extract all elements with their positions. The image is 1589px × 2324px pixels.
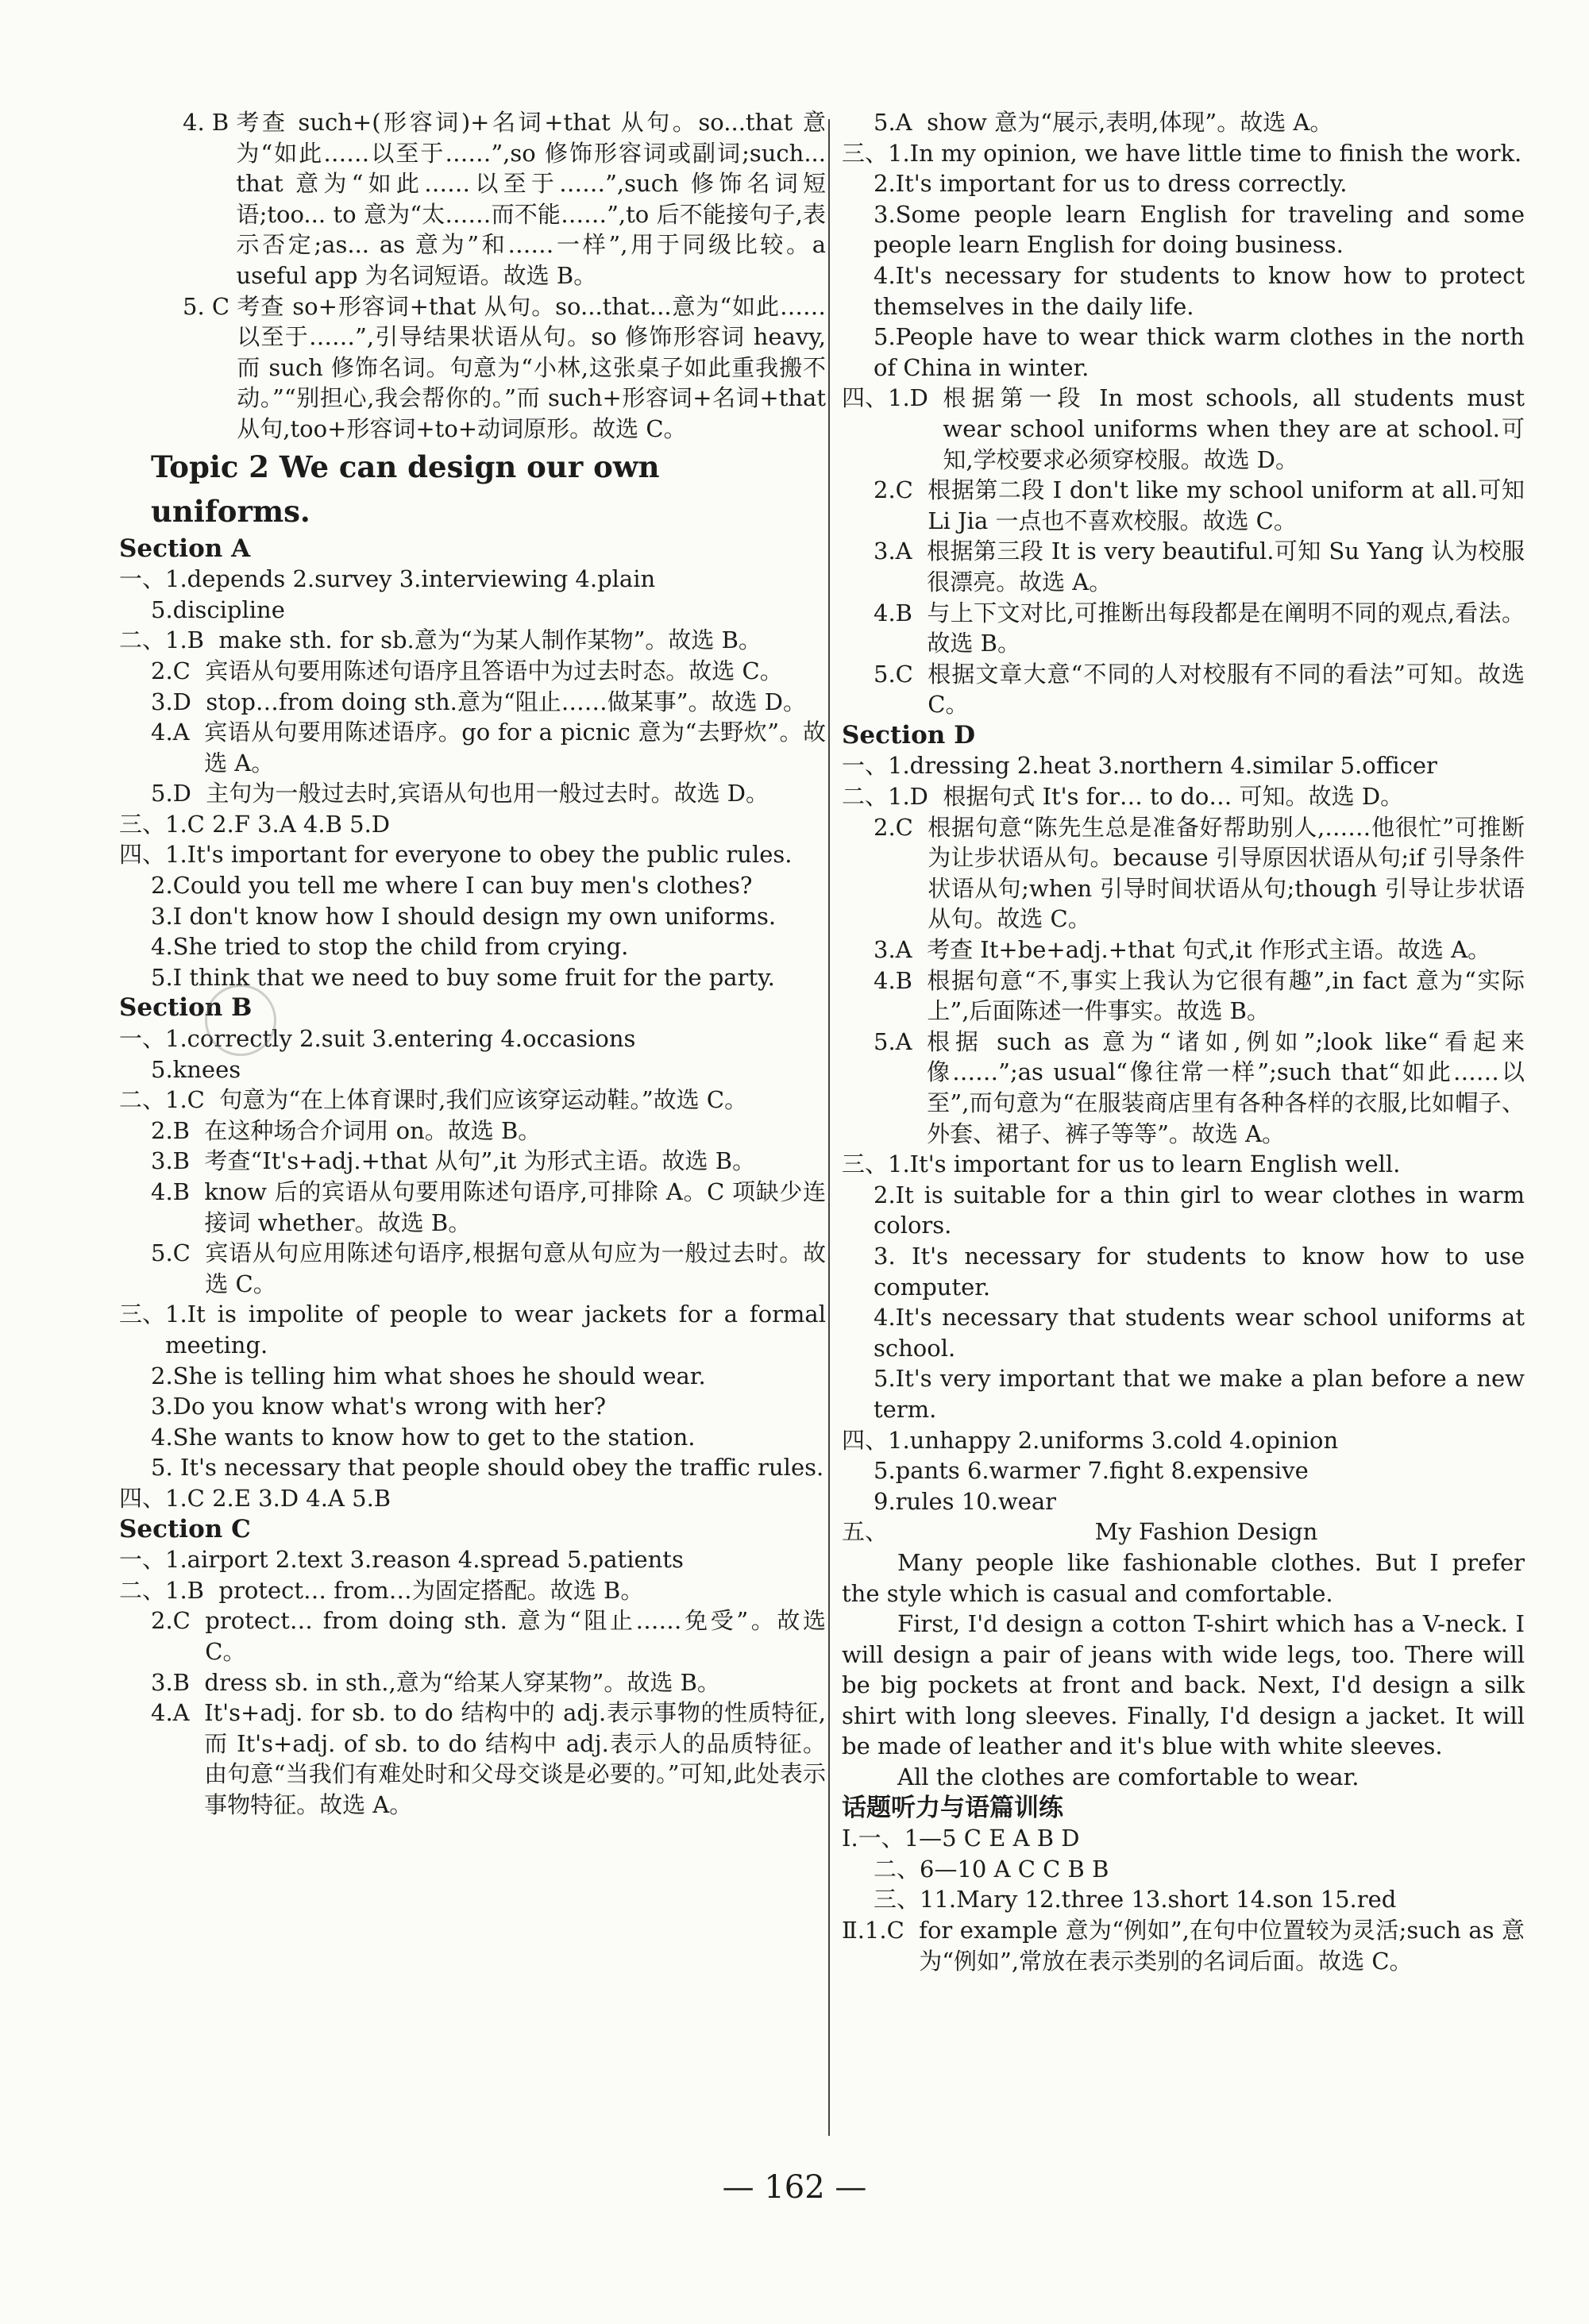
item-text: 2.It's important for us to dress correctly.	[874, 170, 1348, 198]
item-text: 宾语从句应用陈述句语序,根据句意从句应为一般过去时。故选 C。	[205, 1239, 826, 1297]
answer-item	[119, 291, 826, 445]
item-number: 2.C	[874, 476, 928, 504]
item-text: 1.In my opinion, we have little time to finish the work.	[888, 139, 1522, 167]
section-heading: Section D	[842, 720, 975, 750]
answer-item	[119, 901, 826, 932]
item-text: 9.rules 10.wear	[874, 1487, 1057, 1515]
item-text: 考查 It+be+adj.+that 句式,it 作形式主语。故选 A。	[927, 936, 1491, 964]
answer-item	[119, 1361, 826, 1392]
item-text: 2.It is suitable for a thin girl to wear clothes in warm colors.	[874, 1181, 1525, 1239]
item-text: 根据句式 It's for… to do… 可知。故选 D。	[943, 783, 1404, 811]
answer-item	[119, 870, 826, 901]
item-number: 3.B	[151, 1147, 205, 1175]
answer-item	[842, 1363, 1525, 1424]
item-text: dress sb. in sth.,意为“给某人穿某物”。故选 B。	[204, 1668, 720, 1696]
page-number: — 162 —	[722, 2169, 867, 2206]
item-text: 考查 such+(形容词)+名词+that 从句。so...that 意为“如此……以至于……”,so 修饰形容词或副词;such... that 意为“如此……以至于……”,such 修饰名词短语;too... to 意为“太……而不能……”,to 后不能接句子,表示否定;as... as 意为”和……一样”,用于同级比较。a useful app 为名词短语。故选 B。	[236, 109, 826, 289]
item-number: 5. C	[183, 292, 237, 320]
answer-item	[842, 1486, 1525, 1517]
item-number: 4.A	[151, 719, 205, 746]
answer-item	[119, 1422, 826, 1453]
answer-item	[842, 1915, 1525, 1976]
item-number: 三、	[119, 810, 166, 838]
item-text: stop…from doing sth.意为“阻止……做某事”。故选 D。	[206, 688, 807, 715]
answer-item	[119, 1299, 826, 1360]
item-text: 5.People have to wear thick warm clothes in the north of China in winter.	[874, 323, 1525, 381]
subheading: 话题听力与语篇训练	[842, 1793, 1063, 1822]
item-text: 2.Could you tell me where I can buy men's clothes?	[151, 872, 753, 900]
answer-item	[842, 812, 1525, 935]
item-text: 1.It's important for us to learn English well.	[888, 1150, 1401, 1178]
section-heading: Section B	[119, 993, 253, 1023]
item-text: protect… from…为固定搭配。故选 B。	[218, 1576, 644, 1604]
answer-item	[119, 595, 826, 626]
answer-item	[119, 1116, 826, 1147]
item-text: for example 意为“例如”,在句中位置较为灵活;such as 意为“例如”,常放在表示类别的名词后面。故选 C。	[919, 1917, 1525, 1975]
answer-item	[842, 598, 1525, 659]
item-text: 5.I think that we need to buy some fruit for the party.	[151, 963, 775, 991]
item-text: 宾语从句要用陈述句语序且答语中为过去时态。故选 C。	[205, 657, 783, 684]
item-text: 5.discipline	[151, 595, 285, 623]
stamp-mark	[205, 985, 276, 1056]
item-text: 宾语从句要用陈述语序。go for a picnic 意为“去野炊”。故选 A。	[204, 719, 826, 777]
answer-item	[842, 322, 1525, 383]
item-number: 3.A	[874, 936, 928, 964]
item-text: 在这种场合介词用 on。故选 B。	[204, 1116, 542, 1144]
answer-item	[119, 1452, 826, 1483]
item-text: know 后的宾语从句要用陈述句语序,可排除 A。C 项缺少连接词 whether。故选 B。	[204, 1178, 826, 1236]
item-text: 根据句意“陈先生总是准备好帮助别人,……他很忙”可推断为让步状语从句。because 引导原因状语从句;if 引导条件状语从句;when 引导时间状语从句;though 引导让步状语从句。故选 C。	[928, 813, 1525, 933]
answer-item	[119, 1483, 826, 1514]
answer-item	[119, 1054, 826, 1085]
item-text: 1—5 C E A B D	[904, 1825, 1080, 1852]
item-number: 五、	[842, 1518, 889, 1546]
answer-item	[119, 1391, 826, 1422]
item-text: 1.dressing 2.heat 3.northern 4.similar 5.officer	[888, 752, 1437, 780]
item-text: 根据第三段 It is very beautiful.可知 Su Yang 认为校服很漂亮。故选 A。	[927, 538, 1525, 595]
item-text: 1.airport 2.text 3.reason 4.spread 5.patients	[165, 1546, 684, 1574]
item-text: 4.She wants to know how to get to the station.	[151, 1423, 696, 1451]
answer-item	[842, 1149, 1525, 1180]
answer-item	[119, 1085, 826, 1116]
answer-item	[842, 750, 1525, 781]
item-number: 4.B	[874, 966, 928, 994]
answer-item	[842, 935, 1525, 965]
item-text: 1.C 2.F 3.A 4.B 5.D	[165, 810, 391, 838]
answer-item	[842, 1241, 1525, 1302]
item-text: 根据第一段 In most schools, all students must wear school uniforms when they are at school.可知,学校要求必须穿校服。故选 D。	[943, 384, 1525, 473]
right-column	[842, 107, 1525, 1976]
section-heading: Section A	[119, 534, 251, 563]
answer-item	[842, 1884, 1525, 1915]
answer-item	[842, 1425, 1525, 1456]
answer-item	[119, 1667, 826, 1698]
left-column	[119, 107, 826, 1820]
item-text: 3.I don't know how I should design my own uniforms.	[151, 902, 777, 930]
item-text: 1.correctly 2.suit 3.entering 4.occasions	[165, 1025, 636, 1053]
column-divider	[828, 119, 830, 2136]
item-text: make sth. for sb.意为“为某人制作某物”。故选 B。	[218, 626, 762, 654]
item-number: 二、1.B	[119, 626, 219, 654]
item-number: 2.C	[874, 813, 928, 841]
item-number: 三、	[842, 1150, 889, 1178]
item-number: 二、1.D	[842, 783, 943, 811]
answer-item	[842, 199, 1525, 260]
answer-item	[119, 107, 826, 291]
item-text: 3.Do you know what's wrong with her?	[151, 1393, 607, 1420]
item-text: 4.She tried to stop the child from crying.	[151, 933, 629, 961]
item-text: 三、11.Mary 12.three 13.short 14.son 15.red	[874, 1886, 1397, 1914]
item-number: 四、	[842, 1426, 889, 1454]
item-number: 二、1.B	[119, 1576, 219, 1604]
answer-item	[842, 781, 1525, 812]
answer-item	[842, 475, 1525, 536]
item-text: 5.knees	[151, 1055, 241, 1083]
item-number: 5.A	[874, 109, 928, 136]
item-text: 4.It's necessary that students wear school uniforms at school.	[874, 1304, 1525, 1362]
item-text: 主句为一般过去时,宾语从句也用一般过去时。故选 D。	[206, 780, 769, 807]
item-number: 二、1.C	[119, 1086, 220, 1114]
essay-paragraph: Many people like fashionable clothes. But I prefer the style which is casual and comfortable.	[842, 1548, 1525, 1607]
item-number: 5.C	[151, 1239, 206, 1267]
essay-title-row	[842, 1517, 1525, 1547]
item-text: 根据 such as 意为“诸如,例如”;look like“看起来像……”;as usual“像往常一样”;such that“如此……以至”,而句意为“在服装商店里有各种各样的衣服,比如帽子、外套、裙子、裤子等等”。故选 A。	[927, 1027, 1525, 1147]
item-number: 四、	[119, 841, 166, 869]
answer-item	[842, 1180, 1525, 1241]
item-text: 3.Some people learn English for traveling and some people learn English for doing business.	[874, 200, 1525, 259]
answer-item	[842, 965, 1525, 1027]
answer-item	[842, 536, 1525, 597]
item-number: 3.B	[151, 1668, 205, 1696]
answer-item	[119, 1605, 826, 1667]
item-text: 根据句意“不,事实上我认为它很有趣”,in fact 意为“实际上”,后面陈述一件事实。故选 B。	[927, 966, 1525, 1025]
item-number: Ⅱ.1.C	[842, 1917, 920, 1944]
answer-item	[119, 625, 826, 656]
item-text: 3. It's necessary for students to know how to use computer.	[874, 1242, 1525, 1301]
item-text: 根据第二段 I don't like my school uniform at all.可知 Li Jia 一点也不喜欢校服。故选 C。	[928, 476, 1525, 534]
item-number: 5.A	[874, 1027, 928, 1055]
item-text: 1.C 2.E 3.D 4.A 5.B	[165, 1484, 391, 1512]
item-text: protect… from doing sth. 意为“阻止……免受”。故选 C。	[205, 1607, 826, 1665]
item-number: 一、	[119, 565, 166, 593]
essay-paragraph: All the clothes are comfortable to wear.	[897, 1763, 1360, 1791]
item-text: 根据文章大意“不同的人对校服有不同的看法”可知。故选 C。	[928, 660, 1525, 719]
answer-item	[119, 656, 826, 687]
answer-item	[119, 1698, 826, 1820]
item-text: show 意为“展示,表明,体现”。故选 A。	[927, 109, 1333, 136]
answer-item	[842, 1455, 1525, 1486]
item-number: 4.B	[874, 599, 928, 626]
answer-item	[119, 717, 826, 778]
item-number: 2.C	[151, 657, 206, 684]
item-text: 句意为“在上体育课时,我们应该穿运动鞋。”故选 C。	[219, 1086, 748, 1114]
answer-item	[842, 260, 1525, 322]
answer-item	[842, 107, 1525, 138]
item-number: 2.C	[151, 1607, 206, 1635]
answer-item	[119, 1238, 826, 1299]
item-text: 5. It's necessary that people should obey the traffic rules.	[151, 1454, 824, 1482]
answer-item	[119, 1146, 826, 1177]
item-text: 5.pants 6.warmer 7.fight 8.expensive	[874, 1457, 1309, 1485]
answer-item	[842, 1027, 1525, 1149]
item-number: 5.D	[151, 780, 206, 807]
item-number: 2.B	[151, 1116, 205, 1144]
item-text: 考查“It's+adj.+that 从句”,it 为形式主语。故选 B。	[204, 1147, 756, 1175]
item-text: 1.unhappy 2.uniforms 3.cold 4.opinion	[888, 1426, 1339, 1454]
item-text: 5.It's very important that we make a plan before a new term.	[874, 1365, 1525, 1423]
answer-item	[119, 1575, 826, 1606]
item-text: It's+adj. for sb. to do 结构中的 adj.表示事物的性质特征,而 It's+adj. of sb. to do 结构中 adj.表示人的品质特征。由句意“当我们有难处时和父母交谈是必要的。”可知,此处表示事物特征。故选 A。	[204, 1699, 826, 1818]
answer-item	[842, 1854, 1525, 1885]
answer-item	[842, 383, 1525, 475]
item-number: 一、	[119, 1546, 166, 1574]
item-text: 考查 so+形容词+that 从句。so...that...意为“如此……以至于……”,引导结果状语从句。so 修饰形容词 heavy,而 such 修饰名词。句意为“小林,这张桌子如此重我搬不动。”“别担心,我会帮你的。”而 such+形容词+名词+that 从句,too+形容词+to+动词原形。故选 C。	[237, 292, 826, 442]
item-number: 四、1.D	[842, 384, 943, 412]
item-text: 1.depends 2.survey 3.interviewing 4.plain	[165, 565, 656, 593]
answer-item	[842, 1302, 1525, 1363]
item-number: 一、	[842, 752, 889, 780]
answer-item	[119, 687, 826, 718]
answer-item	[119, 778, 826, 809]
answer-item	[842, 168, 1525, 199]
item-number: 5.C	[874, 660, 928, 688]
item-number: 4.B	[151, 1178, 205, 1205]
answer-item	[119, 809, 826, 840]
item-number: 三、	[119, 1301, 166, 1328]
item-text: 4.It's necessary for students to know how to protect themselves in the daily life.	[874, 261, 1525, 320]
answer-item	[119, 839, 826, 870]
answer-item	[119, 1544, 826, 1575]
item-text: 2.She is telling him what shoes he should wear.	[151, 1362, 706, 1389]
section-heading: Section C	[119, 1514, 251, 1544]
essay-title: My Fashion Design	[1094, 1518, 1318, 1546]
item-text: 与上下文对比,可推断出每段都是在阐明不同的观点,看法。故选 B。	[927, 599, 1525, 657]
topic-heading: Topic 2 We can design our own uniforms.	[151, 449, 660, 529]
item-number: 四、	[119, 1484, 166, 1512]
item-text: 1.It's important for everyone to obey the public rules.	[165, 841, 793, 869]
item-number: 3.A	[874, 538, 928, 565]
essay-paragraph: First, I'd design a cotton T-shirt which has a V-neck. I will design a pair of jeans with wide legs, too. There will be big pockets at front and back. Next, I'd design a silk shirt with long sleeves. Finally, I'd design a jacket. It will be made of leather and it's blue with white sleeves.	[842, 1610, 1525, 1760]
item-text: 二、6—10 A C C B B	[874, 1855, 1109, 1883]
item-text: 1.It is impolite of people to wear jackets for a formal meeting.	[165, 1301, 826, 1359]
item-number: 3.D	[151, 688, 206, 715]
item-number: 4. B	[183, 109, 237, 136]
answer-item	[842, 138, 1525, 169]
item-number: 三、	[842, 139, 889, 167]
answer-item	[119, 931, 826, 962]
item-number: 一、	[119, 1025, 166, 1053]
answer-item	[842, 659, 1525, 720]
item-number: 4.A	[151, 1699, 205, 1727]
answer-item	[119, 1177, 826, 1238]
item-number: Ⅰ.一、	[842, 1825, 904, 1852]
answer-item	[842, 1823, 1525, 1854]
answer-item	[119, 564, 826, 595]
